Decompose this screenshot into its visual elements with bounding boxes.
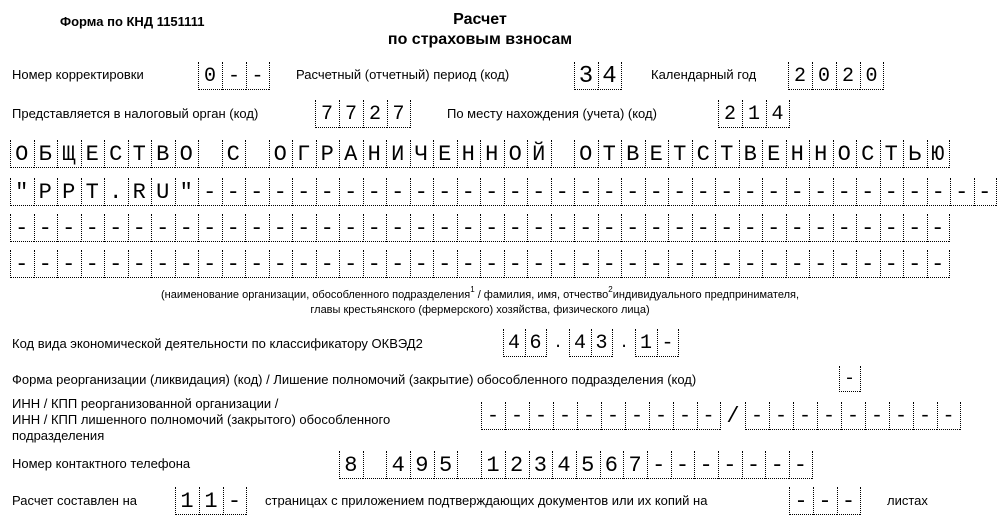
char-cell: P (34, 178, 58, 206)
char-cell: - (433, 250, 457, 278)
org-name-note-line-1 (80, 285, 880, 303)
char-cell: Р (316, 140, 340, 168)
char-cell: 2 (505, 451, 529, 479)
char-cell: Ю (927, 140, 951, 168)
char-cell: - (504, 250, 528, 278)
char-cell: - (527, 250, 551, 278)
char-cell: - (410, 250, 434, 278)
char-cell: С (856, 140, 880, 168)
char-cell: 1 (635, 329, 657, 357)
char-cell: - (718, 451, 742, 479)
char-cell: Т (598, 140, 622, 168)
char-cell: 1 (742, 100, 766, 128)
char-cell: О (833, 140, 857, 168)
char-cell: - (292, 178, 316, 206)
char-cell: - (363, 214, 387, 242)
char-cell: - (813, 487, 837, 515)
char-cell: - (574, 178, 598, 206)
char-cell: - (222, 62, 246, 90)
char-cell: - (316, 250, 340, 278)
char-cell: - (410, 214, 434, 242)
char-cell: - (433, 178, 457, 206)
char-cell: - (316, 214, 340, 242)
char-cell: - (742, 451, 766, 479)
char-cell: 7 (387, 100, 411, 128)
char-cell: - (913, 402, 937, 430)
char-cell: - (10, 250, 34, 278)
char-cell: Б (34, 140, 58, 168)
form-code: Форма по КНД 1151111 (60, 14, 205, 29)
title-line-1: Расчет (453, 11, 507, 28)
note-part-3: индивидуального предпринимателя, (612, 289, 799, 301)
char-cell: - (856, 178, 880, 206)
attachments-count-field[interactable] (789, 487, 861, 515)
char-cell: - (739, 250, 763, 278)
char-cell: 2 (836, 62, 860, 90)
char-cell: 4 (569, 329, 591, 357)
char-cell: - (175, 250, 199, 278)
char-cell: - (198, 214, 222, 242)
char-cell: - (551, 178, 575, 206)
char-cell: - (222, 178, 246, 206)
char-cell: - (880, 250, 904, 278)
pages-count-field[interactable] (175, 487, 247, 515)
char-cell: - (856, 214, 880, 242)
inn-kpp-field[interactable] (481, 402, 961, 430)
char-cell: - (762, 250, 786, 278)
inn-kpp-label-line-3: подразделения (12, 428, 105, 443)
char-cell: Т (128, 140, 152, 168)
char-cell: - (856, 250, 880, 278)
char-cell: Ь (903, 140, 927, 168)
inn-kpp-label-line-1: ИНН / КПП реорганизованной организации / (12, 396, 279, 411)
char-cell: - (151, 250, 175, 278)
char-cell: Е (433, 140, 457, 168)
char-cell: - (410, 178, 434, 206)
char-cell: А (339, 140, 363, 168)
char-cell: P (57, 178, 81, 206)
tax-authority-code-field[interactable] (315, 100, 411, 128)
char-cell: - (529, 402, 553, 430)
char-cell: - (786, 214, 810, 242)
char-cell: И (386, 140, 410, 168)
char-cell: - (457, 214, 481, 242)
char-cell: 0 (812, 62, 836, 90)
okved-group-3[interactable] (635, 329, 679, 357)
char-cell: - (339, 178, 363, 206)
correction-label: Номер корректировки (12, 67, 144, 82)
char-cell: - (715, 214, 739, 242)
footnote-ref-2: 2 (608, 285, 613, 294)
char-cell: - (57, 214, 81, 242)
char-cell: - (927, 178, 951, 206)
char-cell: 3 (574, 62, 598, 90)
char-cell: В (151, 140, 175, 168)
char-cell: - (527, 214, 551, 242)
char-cell: - (198, 178, 222, 206)
char-cell: - (903, 250, 927, 278)
org-name-note-line-2: главы крестьянского (фермерского) хозяйства, физического лица) (310, 304, 650, 316)
char-cell: - (269, 250, 293, 278)
char-cell: - (222, 250, 246, 278)
char-cell: - (809, 214, 833, 242)
char-cell: T (81, 178, 105, 206)
char-cell: - (903, 178, 927, 206)
char-cell: - (837, 487, 861, 515)
char-cell: О (269, 140, 293, 168)
char-cell: - (833, 250, 857, 278)
char-cell: - (671, 451, 695, 479)
char-cell: - (577, 402, 601, 430)
okved-group-1[interactable] (503, 329, 547, 357)
char-cell: - (223, 487, 247, 515)
char-cell: 5 (434, 451, 458, 479)
char-cell: - (786, 178, 810, 206)
char-cell: - (339, 214, 363, 242)
char-cell: - (645, 214, 669, 242)
title-line-2: по страховым взносам (387, 31, 573, 48)
char-cell: - (527, 178, 551, 206)
year-field[interactable] (788, 62, 884, 90)
okved-dot-2: . (619, 334, 629, 352)
char-cell: - (386, 178, 410, 206)
char-cell: - (865, 402, 889, 430)
char-cell: - (739, 214, 763, 242)
char-cell: - (480, 178, 504, 206)
char-cell: - (175, 214, 199, 242)
reorg-code-field[interactable] (839, 366, 861, 392)
char-cell: О (175, 140, 199, 168)
char-cell (198, 140, 222, 168)
char-cell: - (621, 250, 645, 278)
char-cell: - (363, 250, 387, 278)
char-cell: В (621, 140, 645, 168)
char-cell: - (769, 402, 793, 430)
char-cell: - (793, 402, 817, 430)
char-cell: Е (81, 140, 105, 168)
char-cell: С (692, 140, 716, 168)
kpp-field[interactable] (745, 402, 961, 430)
char-cell: С (222, 140, 246, 168)
char-cell: Е (645, 140, 669, 168)
char-cell: - (504, 214, 528, 242)
char-cell: - (625, 402, 649, 430)
char-cell: - (765, 451, 789, 479)
char-cell: 1 (175, 487, 199, 515)
char-cell: . (104, 178, 128, 206)
char-cell: С (104, 140, 128, 168)
char-cell: 4 (386, 451, 410, 479)
char-cell: - (657, 329, 679, 357)
char-cell: - (598, 178, 622, 206)
char-cell: - (697, 402, 721, 430)
char-cell: - (292, 214, 316, 242)
char-cell: Г (292, 140, 316, 168)
char-cell: - (692, 214, 716, 242)
char-cell: - (245, 214, 269, 242)
char-cell: 4 (552, 451, 576, 479)
char-cell: Н (480, 140, 504, 168)
char-cell: - (789, 487, 813, 515)
char-cell: - (692, 250, 716, 278)
char-cell: Т (715, 140, 739, 168)
char-cell: - (621, 214, 645, 242)
char-cell: - (34, 214, 58, 242)
char-cell: - (504, 178, 528, 206)
char-cell: - (621, 178, 645, 206)
char-cell: 4 (598, 62, 622, 90)
char-cell: - (246, 62, 270, 90)
char-cell: 4 (503, 329, 525, 357)
char-cell: - (786, 250, 810, 278)
char-cell: Н (786, 140, 810, 168)
char-cell: - (386, 214, 410, 242)
org-name-line-4[interactable] (10, 250, 950, 278)
char-cell: - (649, 402, 673, 430)
char-cell: - (339, 250, 363, 278)
char-cell: Е (762, 140, 786, 168)
year-label: Календарный год (651, 67, 757, 82)
char-cell (457, 451, 481, 479)
char-cell: 2 (718, 100, 742, 128)
char-cell: 7 (623, 451, 647, 479)
char-cell: - (715, 178, 739, 206)
okved-label: Код вида экономической деятельности по классификатору ОКВЭД2 (12, 336, 423, 351)
char-cell: - (245, 250, 269, 278)
char-cell: - (937, 402, 961, 430)
char-cell: - (809, 178, 833, 206)
char-cell: - (104, 250, 128, 278)
phone-field[interactable] (339, 451, 813, 479)
char-cell: Н (363, 140, 387, 168)
char-cell: 7 (315, 100, 339, 128)
char-cell: 2 (788, 62, 812, 90)
char-cell: - (647, 451, 671, 479)
char-cell: Т (668, 140, 692, 168)
char-cell: О (504, 140, 528, 168)
char-cell: - (715, 250, 739, 278)
char-cell: - (269, 214, 293, 242)
char-cell: - (668, 214, 692, 242)
char-cell: - (833, 214, 857, 242)
char-cell: 7 (339, 100, 363, 128)
char-cell: 3 (591, 329, 613, 357)
char-cell: - (739, 178, 763, 206)
char-cell: - (974, 178, 997, 206)
char-cell: - (386, 250, 410, 278)
char-cell: - (833, 178, 857, 206)
char-cell: - (889, 402, 913, 430)
correction-number-field[interactable] (198, 62, 270, 90)
char-cell: 2 (363, 100, 387, 128)
char-cell: Щ (57, 140, 81, 168)
char-cell: - (692, 178, 716, 206)
char-cell: " (10, 178, 34, 206)
inn-kpp-label-line-2: ИНН / КПП лишенного полномочий (закрытого) обособленного (12, 412, 391, 427)
char-cell: В (739, 140, 763, 168)
char-cell: - (481, 402, 505, 430)
char-cell: - (903, 214, 927, 242)
char-cell: - (480, 250, 504, 278)
footnote-ref-1: 1 (470, 285, 475, 294)
char-cell: - (841, 402, 865, 430)
char-cell: U (151, 178, 175, 206)
char-cell: - (480, 214, 504, 242)
inn-kpp-slash: / (726, 403, 740, 429)
char-cell: - (574, 214, 598, 242)
char-cell: - (104, 214, 128, 242)
period-code-field[interactable] (574, 62, 622, 90)
char-cell: - (81, 214, 105, 242)
char-cell: 6 (600, 451, 624, 479)
char-cell: - (668, 178, 692, 206)
char-cell: - (762, 214, 786, 242)
phone-label: Номер контактного телефона (12, 456, 191, 471)
char-cell: - (880, 214, 904, 242)
location-label: По месту нахождения (учета) (код) (447, 106, 657, 121)
char-cell: - (668, 250, 692, 278)
char-cell: - (433, 214, 457, 242)
char-cell: - (363, 178, 387, 206)
char-cell: 5 (576, 451, 600, 479)
char-cell: Т (880, 140, 904, 168)
char-cell (551, 140, 575, 168)
char-cell: - (839, 366, 861, 392)
pages-end-label: листах (887, 493, 928, 508)
char-cell: - (809, 250, 833, 278)
char-cell: - (551, 214, 575, 242)
char-cell: - (880, 178, 904, 206)
char-cell: Н (809, 140, 833, 168)
char-cell: - (457, 250, 481, 278)
char-cell: 3 (529, 451, 553, 479)
char-cell: - (222, 214, 246, 242)
reorg-label: Форма реорганизации (ликвидация) (код) / Лишение полномочий (закрытие) обособленного подразделения (код) (12, 372, 697, 387)
char-cell: 1 (199, 487, 223, 515)
char-cell: 4 (766, 100, 790, 128)
char-cell: - (817, 402, 841, 430)
char-cell: - (601, 402, 625, 430)
okved-group-2[interactable] (569, 329, 613, 357)
char-cell: - (645, 178, 669, 206)
char-cell: - (245, 178, 269, 206)
char-cell: Й (527, 140, 551, 168)
char-cell: 9 (410, 451, 434, 479)
char-cell: - (198, 250, 222, 278)
char-cell: - (151, 214, 175, 242)
location-code-field[interactable] (718, 100, 790, 128)
note-part-1: (наименование организации, обособленного подразделения (161, 289, 471, 301)
inn-kpp-label (12, 396, 390, 444)
char-cell: - (457, 178, 481, 206)
char-cell: - (927, 250, 951, 278)
char-cell: - (598, 214, 622, 242)
inn-field[interactable] (481, 402, 721, 430)
char-cell: - (505, 402, 529, 430)
char-cell: - (81, 250, 105, 278)
char-cell: - (927, 214, 951, 242)
tax-authority-label: Представляется в налоговый орган (код) (12, 106, 259, 121)
char-cell: 6 (525, 329, 547, 357)
char-cell: Ч (410, 140, 434, 168)
char-cell: - (551, 250, 575, 278)
char-cell: - (269, 178, 293, 206)
org-name-note (80, 285, 880, 317)
char-cell: - (316, 178, 340, 206)
char-cell: - (10, 214, 34, 242)
char-cell: " (175, 178, 199, 206)
pages-middle-label: страницах с приложением подтверждающих документов или их копий на (265, 493, 708, 508)
char-cell: - (762, 178, 786, 206)
char-cell: - (950, 178, 974, 206)
char-cell: - (673, 402, 697, 430)
org-name-line-2[interactable] (10, 178, 997, 206)
char-cell: - (292, 250, 316, 278)
okved-code-field[interactable] (503, 329, 679, 357)
okved-dot-1: . (553, 334, 563, 352)
char-cell: - (598, 250, 622, 278)
char-cell: - (553, 402, 577, 430)
page-title (360, 10, 600, 50)
char-cell: - (128, 250, 152, 278)
char-cell: 1 (481, 451, 505, 479)
char-cell: О (574, 140, 598, 168)
char-cell: - (745, 402, 769, 430)
char-cell: О (10, 140, 34, 168)
char-cell: - (34, 250, 58, 278)
char-cell (363, 451, 387, 479)
char-cell: 0 (198, 62, 222, 90)
org-name-line-3[interactable] (10, 214, 950, 242)
org-name-line-1[interactable] (10, 140, 950, 168)
char-cell: - (694, 451, 718, 479)
note-part-2: / фамилия, имя, отчество (474, 289, 609, 301)
char-cell: - (645, 250, 669, 278)
char-cell (245, 140, 269, 168)
char-cell: 0 (860, 62, 884, 90)
char-cell: - (789, 451, 813, 479)
char-cell: - (128, 214, 152, 242)
char-cell: Н (457, 140, 481, 168)
period-label: Расчетный (отчетный) период (код) (296, 67, 510, 82)
char-cell: - (574, 250, 598, 278)
pages-label: Расчет составлен на (12, 493, 137, 508)
char-cell: R (128, 178, 152, 206)
char-cell: - (57, 250, 81, 278)
char-cell: 8 (339, 451, 363, 479)
